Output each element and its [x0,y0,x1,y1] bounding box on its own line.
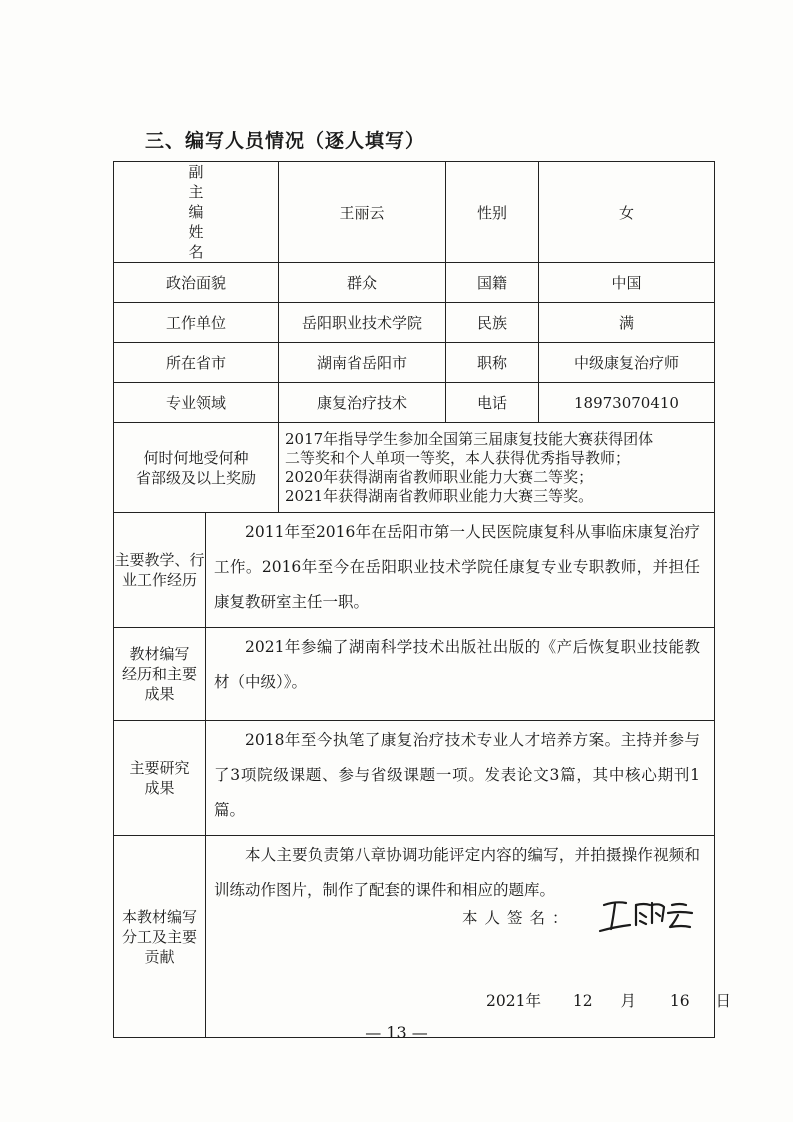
contribution-label [114,836,206,1038]
page-number: — 13 — [365,1023,428,1042]
awards-label [114,423,279,513]
label-char: 副 [188,163,204,181]
field-value: 康复治疗技术 [279,383,446,423]
date-day-label: 日 [715,992,731,1010]
textbook-label-line-2: 经历和主要 [121,665,197,683]
contribution-cell [206,836,731,1038]
political-value: 群众 [279,263,446,303]
research-row [114,721,715,836]
textbook-text: 2021年参编了湖南科学技术出版社出版的《产后恢复职业技能教材（中级）》。 [206,628,715,721]
role-label [157,162,235,222]
employer-row [114,303,715,343]
employer-value: 岳阳职业技术学院 [279,303,446,343]
experience-label [114,513,206,628]
name-row [114,162,715,263]
date-year: 2021年 [486,992,541,1010]
label-char: 姓 [188,223,204,241]
location-value: 湖南省岳阳市 [279,343,446,383]
research-label-line-1: 主要研究 [129,759,190,777]
handwritten-signature [596,891,696,941]
contribution-label-line-1: 本教材编写 [121,907,197,926]
name-label-cell [114,162,279,263]
label-char: 名 [188,243,204,261]
phone-value: 18973070410 [539,383,715,423]
textbook-label-line-3: 成果 [144,685,175,703]
contribution-text: 本人主要负责第八章协调功能评定内容的编写，并拍摄操作视频和训练动作图片，制作了配套的课件和相应的题库。 [214,846,700,899]
section-title: 三、编写人员情况（逐人填写） [145,130,426,152]
date-day-number: 16 [669,992,690,1010]
experience-label-line-1: 主要教学、行 [114,551,205,569]
research-text: 2018年至今执笔了康复治疗技术专业人才培养方案。主持并参与了3项院级课题、参与省级课题一项。发表论文3篇，其中核心期刊1篇。 [206,721,715,836]
field-label: 专业领域 [114,383,279,423]
author-info-table [113,161,731,1038]
ethnicity-label: 民族 [446,303,539,343]
political-label: 政治面貌 [114,263,279,303]
textbook-label [114,628,206,721]
research-label-line-2: 成果 [144,779,175,797]
awards-label-line-1: 何时何地受何种 [143,448,249,467]
experience-row [114,513,715,628]
political-row [114,263,715,303]
phone-label: 电话 [446,383,539,423]
label-char: 编 [188,203,204,221]
awards-text [279,423,715,513]
name-label [167,222,225,262]
ethnicity-value: 满 [539,303,715,343]
nationality-value: 中国 [539,263,715,303]
contribution-label-line-3: 贡献 [144,947,175,966]
awards-line-4: 2021年获得湖南省教师职业能力大赛三等奖。 [285,486,594,505]
textbook-label-line-1: 教材编写 [129,645,190,663]
awards-line-3: 2020年获得湖南省教师职业能力大赛二等奖； [285,467,594,486]
date-month-label: 月 [620,992,636,1010]
nationality-label: 国籍 [446,263,539,303]
textbook-row [114,628,715,721]
field-row [114,383,715,423]
location-row [114,343,715,383]
signature-label: 本人签名： [462,909,575,927]
label-char: 主 [188,183,204,201]
experience-text: 2011年至2016年在岳阳市第一人民医院康复科从事临床康复治疗工作。2016年至今在岳阳职业技术学院任康复专业专职教师，并担任康复教研室主任一职。 [206,513,715,628]
experience-label-line-2: 业工作经历 [121,571,197,589]
awards-line-2: 二等奖和个人单项一等奖，本人获得优秀指导教师； [285,448,631,467]
gender-label: 性别 [446,162,539,263]
name-value: 王丽云 [279,162,446,263]
date-line [486,989,731,1011]
title-label: 职称 [446,343,539,383]
gender-value: 女 [539,162,715,263]
contribution-row [114,836,715,1038]
awards-line-1: 2017年指导学生参加全国第三届康复技能大赛获得团体 [285,429,654,448]
contribution-label-line-2: 分工及主要 [121,927,197,946]
title-value: 中级康复治疗师 [539,343,715,383]
date-month-number: 12 [572,992,593,1010]
awards-label-line-2: 省部级及以上奖励 [135,468,256,487]
awards-row [114,423,715,513]
location-label: 所在省市 [114,343,279,383]
research-label [114,721,206,836]
employer-label: 工作单位 [114,303,279,343]
